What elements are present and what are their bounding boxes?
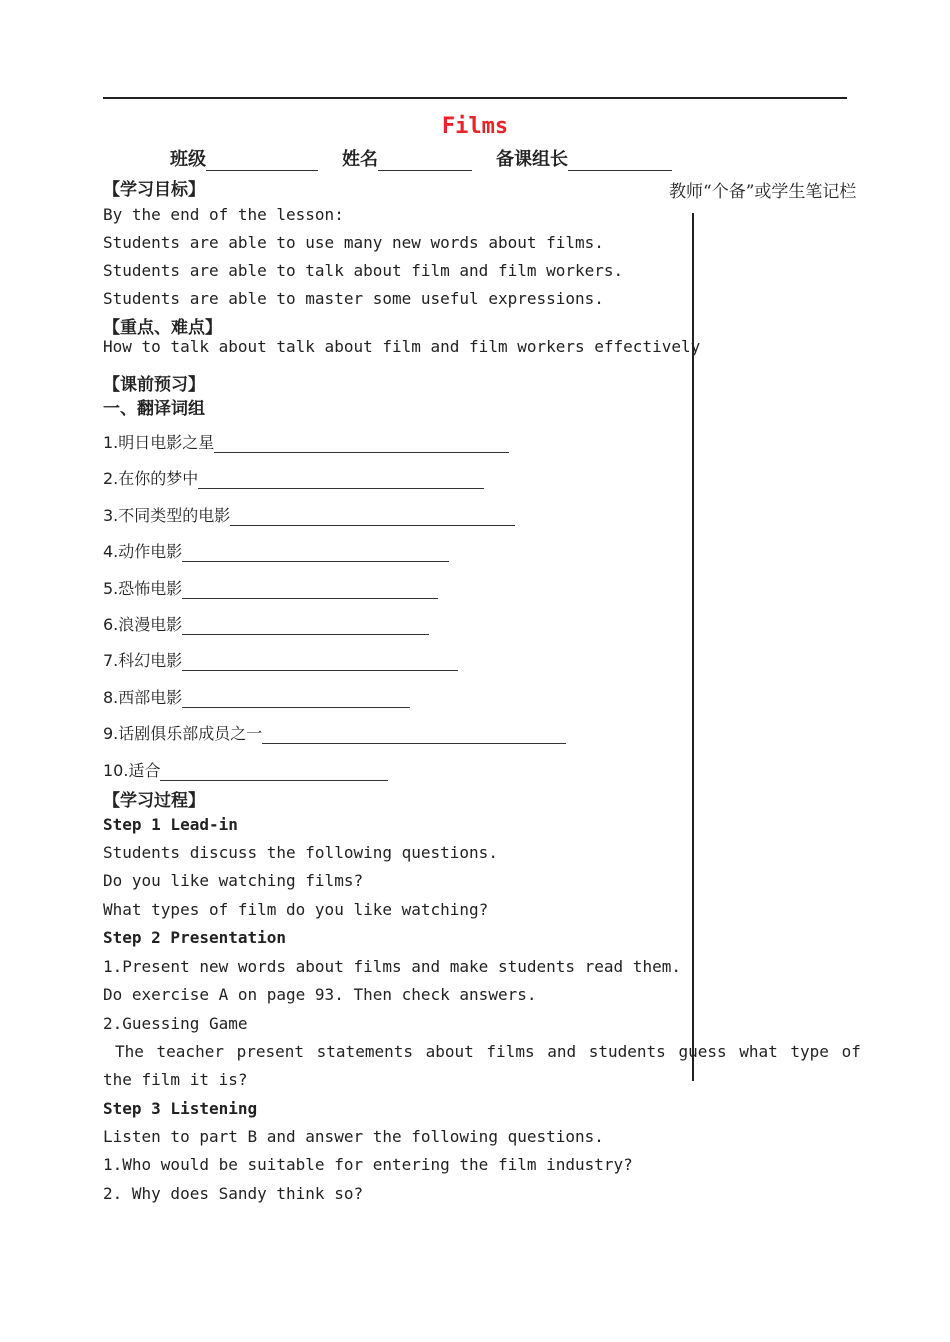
step3-line: 2. Why does Sandy think so? xyxy=(103,1184,364,1203)
name-field xyxy=(342,145,472,171)
objective-line: Students are able to master some useful expressions. xyxy=(103,289,604,308)
leader-field xyxy=(496,145,672,171)
answer-blank[interactable] xyxy=(230,509,515,526)
step3-line: 1.Who would be suitable for entering the film industry? xyxy=(103,1155,633,1174)
step2-line: The teacher present statements about films and students guess what type of xyxy=(115,1042,861,1061)
answer-blank[interactable] xyxy=(198,472,484,489)
class-field xyxy=(170,145,318,171)
answer-blank[interactable] xyxy=(182,582,438,599)
step2-line: 1.Present new words about films and make students read them. xyxy=(103,957,681,976)
key-points-heading: 【重点、难点】 xyxy=(103,318,222,338)
process-heading: 【学习过程】 xyxy=(103,791,205,811)
answer-blank[interactable] xyxy=(262,727,566,744)
objectives-heading: 【学习目标】 xyxy=(103,180,205,200)
notes-column-divider xyxy=(692,213,694,1081)
objective-line: Students are able to talk about film and film workers. xyxy=(103,261,624,280)
step3-line: Listen to part B and answer the following questions. xyxy=(103,1127,604,1146)
phrase-item: 10.适合 xyxy=(103,758,388,781)
phrase-item: 9.话剧俱乐部成员之一 xyxy=(103,721,566,744)
preview-subheading: 一、翻译词组 xyxy=(103,399,205,419)
name-label: 姓名 xyxy=(342,149,378,170)
phrase-item: 6.浪漫电影 xyxy=(103,612,429,635)
phrase-item: 3.不同类型的电影 xyxy=(103,503,515,526)
answer-blank[interactable] xyxy=(182,545,449,562)
phrase-item: 4.动作电影 xyxy=(103,539,449,562)
phrase-item: 2.在你的梦中 xyxy=(103,466,484,489)
objective-line: By the end of the lesson: xyxy=(103,205,344,224)
step1-line: Do you like watching films? xyxy=(103,871,364,890)
page-title: Films xyxy=(441,114,509,139)
answer-blank[interactable] xyxy=(182,691,410,708)
phrase-item: 5.恐怖电影 xyxy=(103,576,438,599)
preview-heading: 【课前预习】 xyxy=(103,375,205,395)
notes-column-label: 教师“个备”或学生笔记栏 xyxy=(669,182,857,202)
step2-line: Do exercise A on page 93. Then check answers. xyxy=(103,985,537,1004)
answer-blank[interactable] xyxy=(182,618,429,635)
step2-title: Step 2 Presentation xyxy=(103,928,287,947)
step1-title: Step 1 Lead-in xyxy=(103,815,238,834)
answer-blank[interactable] xyxy=(160,764,388,781)
name-blank[interactable] xyxy=(378,152,472,171)
leader-label: 备课组长 xyxy=(496,149,568,170)
class-label: 班级 xyxy=(170,149,206,170)
step3-title: Step 3 Listening xyxy=(103,1099,258,1118)
step1-line: Students discuss the following questions. xyxy=(103,843,498,862)
answer-blank[interactable] xyxy=(182,654,458,671)
key-points-text: How to talk about talk about film and film workers effectively xyxy=(103,337,701,356)
step2-line: the film it is? xyxy=(103,1070,248,1089)
step2-line: 2.Guessing Game xyxy=(103,1014,248,1033)
phrase-item: 1.明日电影之星 xyxy=(103,430,509,453)
phrase-item: 8.西部电影 xyxy=(103,685,410,708)
step1-line: What types of film do you like watching? xyxy=(103,900,489,919)
answer-blank[interactable] xyxy=(214,436,509,453)
class-blank[interactable] xyxy=(206,152,318,171)
leader-blank[interactable] xyxy=(568,152,672,171)
objective-line: Students are able to use many new words about films. xyxy=(103,233,604,252)
phrase-item: 7.科幻电影 xyxy=(103,648,458,671)
header-rule xyxy=(103,97,847,99)
